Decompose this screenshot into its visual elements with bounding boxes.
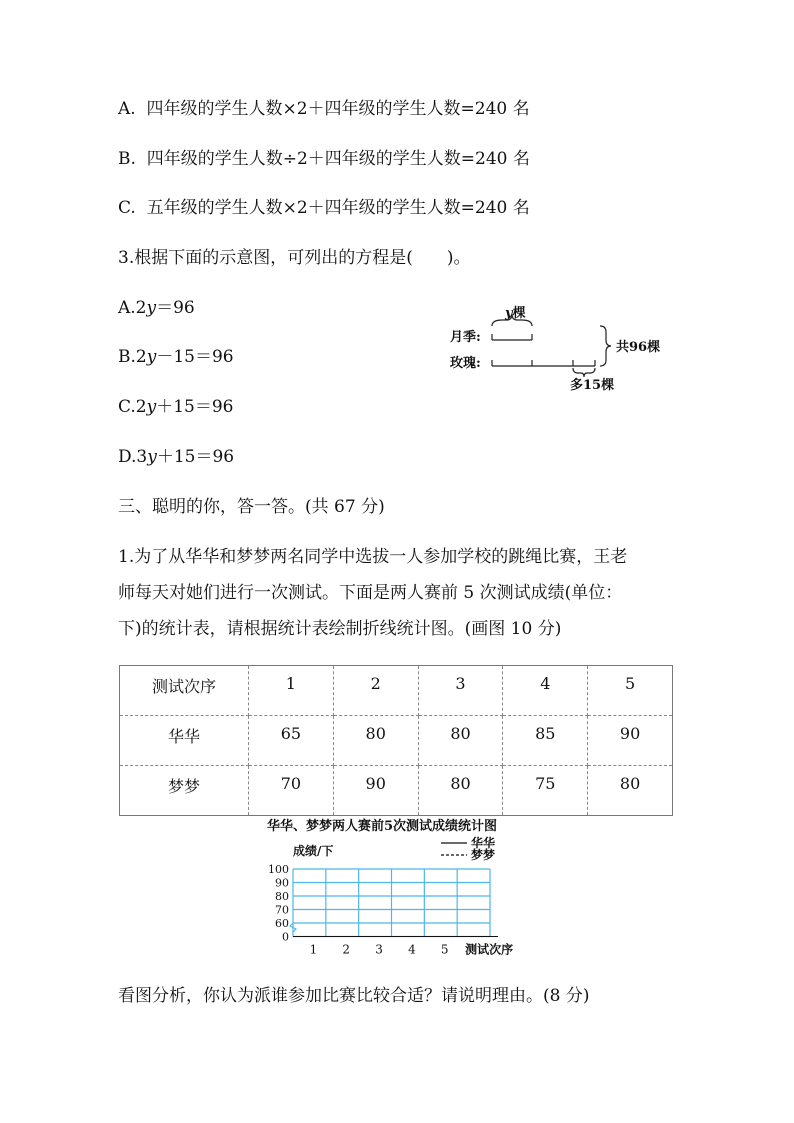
line-chart bbox=[265, 835, 545, 960]
legend-label-1: 华华 bbox=[471, 836, 496, 850]
y-tick-label: 90 bbox=[275, 876, 289, 890]
q3-option-d: D.3y＋15＝96 bbox=[118, 447, 235, 467]
x-axis-label: 测试次序 bbox=[465, 942, 514, 957]
y-tick-label: 100 bbox=[268, 863, 289, 876]
score-table bbox=[119, 665, 673, 816]
table-cell: 80 bbox=[333, 716, 418, 766]
y-tick-label: 0 bbox=[282, 930, 289, 944]
q3-option-a: A.2y＝96 bbox=[118, 298, 195, 318]
diagram-extra-label: 多15棵 bbox=[570, 378, 615, 393]
table-cell: 75 bbox=[503, 766, 588, 816]
table-cell: 2 bbox=[333, 666, 418, 716]
q1-line-3: 下)的统计表，请根据统计表绘制折线统计图。(画图 10 分) bbox=[118, 619, 562, 639]
table-cell: 1 bbox=[249, 666, 334, 716]
table-cell: 85 bbox=[503, 716, 588, 766]
x-tick-label: 1 bbox=[309, 942, 318, 957]
diagram-top-label: y棵 bbox=[505, 306, 526, 321]
table-cell: 70 bbox=[249, 766, 334, 816]
q3-diagram bbox=[450, 300, 680, 395]
table-cell: 90 bbox=[333, 766, 418, 816]
y-tick-label: 80 bbox=[275, 890, 289, 903]
table-row bbox=[120, 716, 673, 766]
section3-heading: 三、聪明的你，答一答。(共 67 分) bbox=[118, 497, 385, 517]
table-cell: 4 bbox=[503, 666, 588, 716]
table-cell: 80 bbox=[418, 716, 503, 766]
table-cell: 梦梦 bbox=[120, 766, 249, 816]
x-tick-label: 5 bbox=[440, 942, 449, 957]
q1-line-1: 1.为了从华华和梦梦两名同学中选拔一人参加学校的跳绳比赛，王老 bbox=[118, 547, 628, 567]
option-c: C. 五年级的学生人数×2＋四年级的学生人数=240 名 bbox=[118, 198, 530, 218]
table-cell: 90 bbox=[588, 716, 673, 766]
option-a: A. 四年级的学生人数×2＋四年级的学生人数=240 名 bbox=[118, 99, 530, 119]
table-header-row bbox=[120, 666, 673, 716]
table-cell: 65 bbox=[249, 716, 334, 766]
q3-option-b: B.2y－15＝96 bbox=[118, 347, 234, 367]
table-cell: 测试次序 bbox=[120, 666, 249, 716]
diagram-row1-label: 月季: bbox=[450, 330, 481, 345]
q3-option-c: C.2y＋15＝96 bbox=[118, 397, 234, 417]
x-tick-label: 4 bbox=[408, 942, 416, 957]
y-tick-label: 70 bbox=[275, 903, 289, 917]
x-tick-label: 3 bbox=[375, 942, 383, 957]
q3-stem: 3.根据下面的示意图，可列出的方程是( )。 bbox=[118, 248, 471, 268]
table-row bbox=[120, 766, 673, 816]
diagram-row2-label: 玫瑰: bbox=[450, 356, 481, 371]
table-cell: 5 bbox=[588, 666, 673, 716]
y-tick-label: 60 bbox=[275, 917, 289, 930]
table-cell: 80 bbox=[619, 774, 641, 793]
diagram-total-label: 共96棵 bbox=[616, 340, 661, 355]
diagram-lines bbox=[450, 300, 680, 395]
table-cell: 3 bbox=[418, 666, 503, 716]
chart-title: 华华、梦梦两人赛前5次测试成绩统计图 bbox=[267, 819, 498, 834]
x-tick-label: 2 bbox=[342, 942, 351, 957]
legend-label-2: 梦梦 bbox=[471, 848, 496, 862]
option-b: B. 四年级的学生人数÷2＋四年级的学生人数=240 名 bbox=[118, 149, 530, 169]
y-axis-label: 成绩/下 bbox=[293, 844, 334, 858]
final-question: 看图分析，你认为派谁参加比赛比较合适？请说明理由。(8 分) bbox=[118, 986, 590, 1006]
q1-line-2: 师每天对她们进行一次测试。下面是两人赛前 5 次测试成绩(单位： bbox=[118, 583, 623, 603]
table-cell: 80 bbox=[418, 766, 503, 816]
table-cell: 华华 bbox=[120, 716, 249, 766]
